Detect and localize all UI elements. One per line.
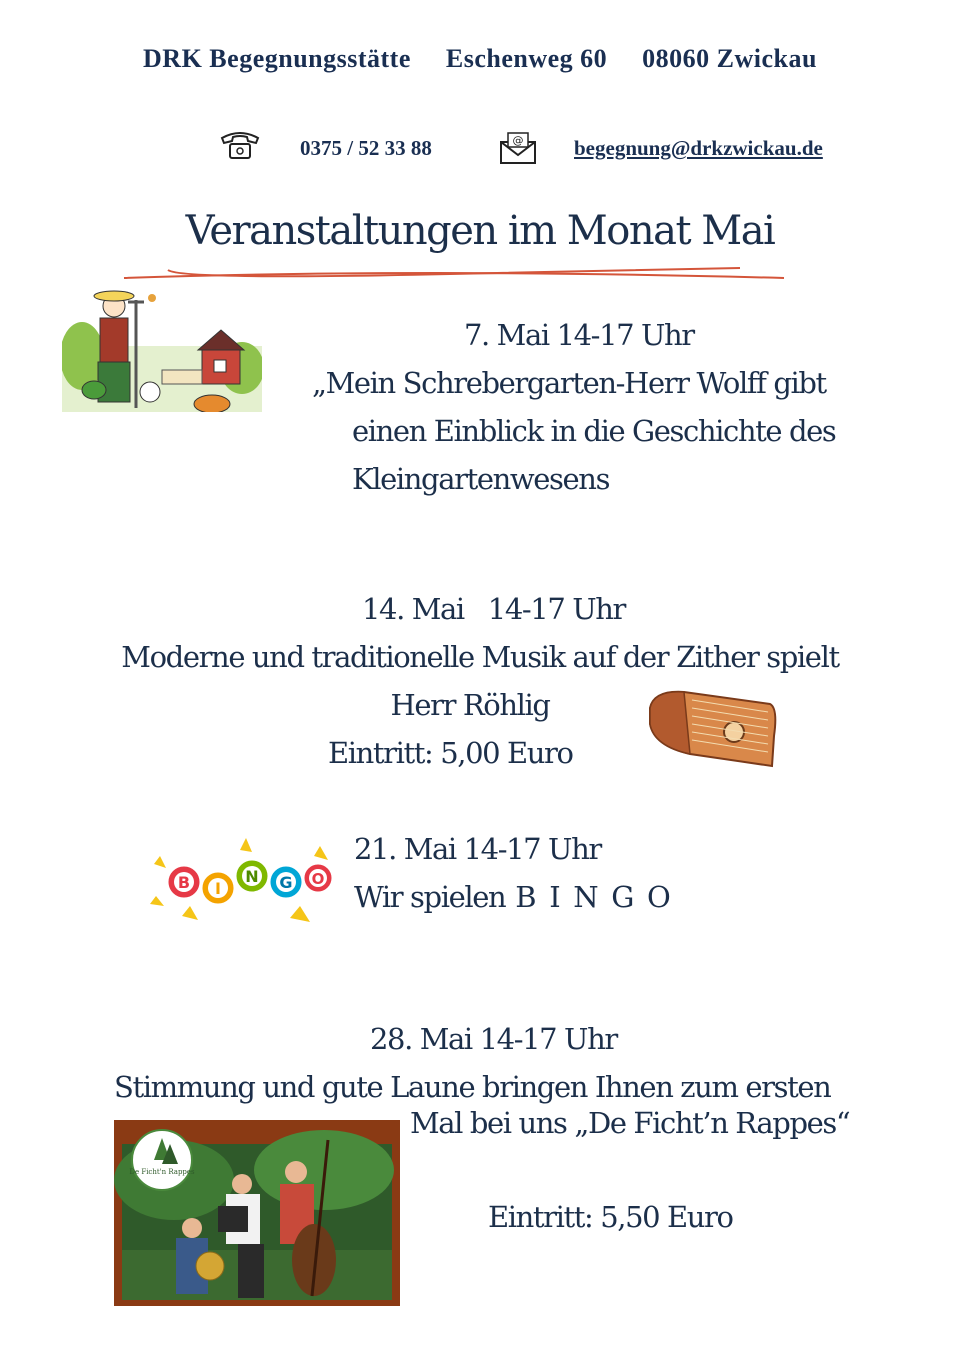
event2-line1: Moderne und traditionelle Musik auf der Zither spielt (121, 640, 839, 674)
event2-line2: Herr Röhlig (390, 688, 550, 722)
bingo-ball-o: O (311, 870, 325, 888)
event4-date: 28. Mai 14-17 Uhr (370, 1022, 617, 1056)
bingo-ball-b: B (177, 873, 191, 892)
address-header (0, 44, 960, 74)
event4-line1: Stimmung und gute Laune bringen Ihnen zum ersten (114, 1070, 831, 1104)
phone-number: 0375 / 52 33 88 (300, 136, 432, 160)
band-logo-text: De Ficht'n Rappes (129, 1168, 195, 1176)
event1-line1: „Mein Schrebergarten-Herr Wolff gibt (312, 366, 826, 400)
event1-line2: einen Einblick in die Geschichte des (352, 414, 836, 448)
event3-prefix: Wir spielen (354, 880, 506, 914)
event4-entry: Eintritt: 5,50 Euro (488, 1200, 733, 1234)
event1-date: 7. Mai 14-17 Uhr (464, 318, 694, 352)
envelope-icon (498, 130, 538, 166)
bingo-letter: O (647, 880, 670, 914)
event3-line (354, 880, 683, 914)
svg-text:@: @ (512, 134, 524, 147)
telephone-icon (216, 126, 264, 162)
zither-illustration (644, 684, 780, 772)
event3-date: 21. Mai 14-17 Uhr (354, 832, 601, 866)
city: 08060 Zwickau (642, 44, 817, 73)
gardener-illustration (62, 286, 262, 412)
street: Eschenweg 60 (445, 44, 608, 73)
event1-line3: Kleingartenwesens (352, 462, 610, 496)
bingo-ball-i: I (215, 879, 221, 898)
page-title: Veranstaltungen im Monat Mai (185, 208, 775, 254)
bingo-ball-n: N (245, 867, 259, 886)
bingo-letter: N (573, 880, 598, 914)
event2-entry: Eintritt: 5,00 Euro (328, 736, 573, 770)
bingo-letter: I (549, 880, 560, 914)
event2-day: 14. Mai (362, 592, 464, 626)
email-link[interactable]: begegnung@drkzwickau.de (574, 136, 823, 160)
band-photo (114, 1120, 400, 1306)
event2-date (362, 592, 625, 626)
bingo-letter: G (611, 880, 634, 914)
title-underline (120, 260, 790, 284)
bingo-ball-g: G (279, 873, 293, 892)
event2-time: 14-17 Uhr (487, 592, 625, 626)
event4-line2: Mal bei uns „De Ficht’n Rappes“ (410, 1106, 850, 1140)
org-name: DRK Begegnungsstätte (143, 44, 411, 73)
bingo-letter: B (515, 880, 536, 914)
bingo-illustration (150, 836, 336, 926)
